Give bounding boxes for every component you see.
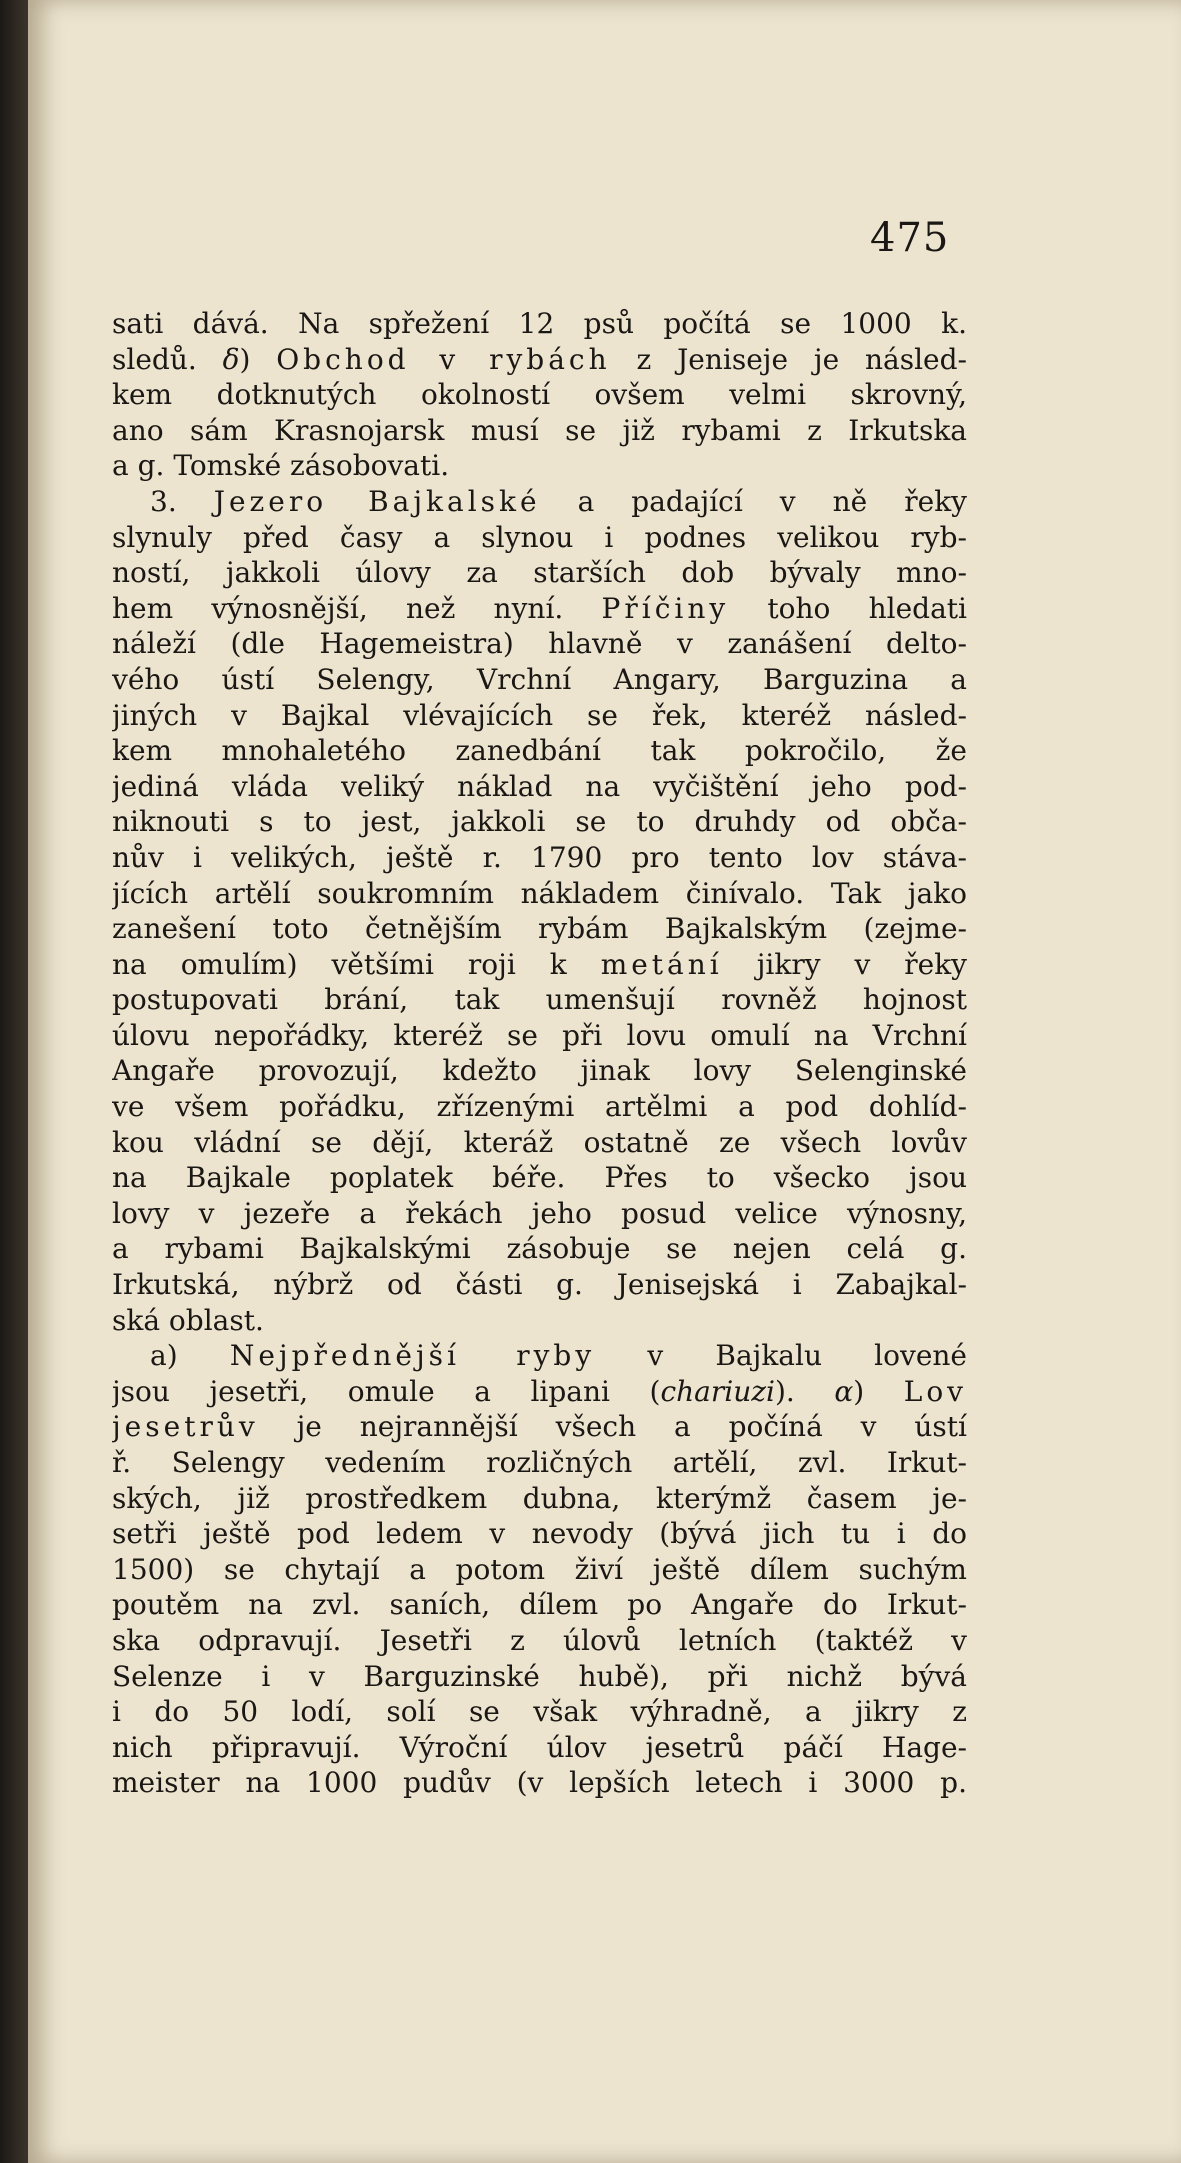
text-line [112, 1623, 967, 1659]
text-segment: meister na 1000 pudův (v lepších letech i 3000 p. [112, 1766, 967, 1800]
text-segment: ska odpravují. Jesetři z úlovů letních (taktéž v [112, 1623, 967, 1657]
text-segment: a rybami Bajkalskými zásobuje se nejen celá g. [112, 1232, 967, 1266]
text-segment: hem výnosnější, než nyní. [112, 591, 602, 625]
text-segment: lovy v jezeře a řekách jeho posud velice výnosny, [112, 1196, 967, 1230]
spaced-emphasis-text: jesetrův [112, 1410, 259, 1444]
text-segment: slynuly před časy a slynou i podnes velikou ryb- [112, 520, 967, 554]
text-segment: nich připravují. Výroční úlov jesetrů páčí Hage- [112, 1730, 967, 1764]
spaced-emphasis-text: Jezero Bajkalské [213, 484, 541, 518]
text-segment: postupovati brání, tak umenšují rovněž hojnost [112, 983, 967, 1017]
text-segment: toho hledati [729, 591, 967, 625]
text-line [112, 306, 967, 342]
text-segment: ano sám Krasnojarsk musí se již rybami z Irkutska [112, 413, 967, 447]
text-segment: ských, již prostředkem dubna, kterýmž časem je- [112, 1481, 967, 1515]
text-segment: náleží (dle Hagemeistra) hlavně v zanášení delto- [112, 627, 967, 661]
text-line [112, 626, 967, 662]
text-line [112, 840, 967, 876]
italic-text: δ [222, 342, 240, 376]
text-segment: jících artělí soukromním nákladem činívalo. Tak jako [112, 876, 967, 910]
text-segment: Selenze i v Barguzinské hubě), při nichž bývá [112, 1659, 967, 1693]
text-line [112, 733, 967, 769]
text-line [112, 1089, 967, 1125]
text-segment: na Bajkale poplatek béře. Přes to všecko jsou [112, 1161, 967, 1195]
text-line [112, 1303, 967, 1339]
text-line [112, 1587, 967, 1623]
text-segment: je nejrannější všech a počíná v ústí [258, 1410, 967, 1444]
page-number: 475 [870, 215, 950, 261]
text-segment: jikry v řeky [722, 947, 967, 981]
italic-text: α [834, 1374, 854, 1408]
text-line [112, 911, 967, 947]
spaced-emphasis-text: Příčiny [601, 591, 730, 625]
text-line [112, 342, 967, 378]
book-spine-shadow [0, 0, 28, 2163]
text-segment: ) [853, 1374, 904, 1408]
text-line [112, 484, 967, 520]
text-segment: a padající v ně řeky [540, 484, 967, 518]
text-line [112, 1765, 967, 1801]
text-line [112, 1374, 967, 1410]
text-line [112, 377, 967, 413]
text-line [112, 520, 967, 556]
text-segment: 1500) se chytají a potom živí ještě dílem suchým [112, 1552, 967, 1586]
spaced-emphasis-text: Lov [903, 1374, 967, 1408]
text-segment: úlovu nepořádky, kteréž se při lovu omulí na Vrchní [112, 1018, 967, 1052]
text-segment: jiných v Bajkal vlévajících se řek, kteréž násled- [112, 698, 967, 732]
text-segment: jediná vláda veliký náklad na vyčištění jeho pod- [112, 769, 967, 803]
text-segment: i do 50 lodí, solí se však výhradně, a jikry z [112, 1695, 967, 1729]
text-line [112, 1338, 967, 1374]
text-segment: sati dává. Na spřežení 12 psů počítá se 1000 k. [112, 307, 967, 340]
text-line [112, 1481, 967, 1517]
text-segment: ve všem pořádku, zřízenými artělmi a pod dohlíd- [112, 1090, 967, 1124]
text-line [112, 876, 967, 912]
text-line [112, 1160, 967, 1196]
text-segment: Irkutská, nýbrž od části g. Jenisejská i Zabajkal- [112, 1268, 967, 1302]
text-segment: Angaře provozují, kdežto jinak lovy Selenginské [112, 1054, 967, 1088]
spaced-emphasis-text: Nejpřednější ryby [229, 1339, 596, 1373]
text-segment: 3. [150, 484, 214, 518]
text-segment: kou vládní se dějí, kteráž ostatně ze všech lovův [112, 1125, 967, 1159]
italic-text: chariuzi [660, 1374, 775, 1408]
text-line [112, 555, 967, 591]
text-line [112, 448, 967, 484]
text-line [112, 1196, 967, 1232]
text-line [112, 591, 967, 627]
text-line [112, 1409, 967, 1445]
text-segment: kem dotknutých okolností ovšem velmi skrovný, [112, 378, 967, 412]
text-line [112, 804, 967, 840]
text-line [112, 947, 967, 983]
spaced-emphasis-text: Obchod v rybách [276, 342, 611, 376]
text-line [112, 1730, 967, 1766]
text-line [112, 698, 967, 734]
text-segment: na omulím) většími roji k [112, 947, 601, 981]
text-segment: niknouti s to jest, jakkoli se to druhdy od obča- [112, 805, 967, 839]
text-segment: v Bajkalu lovené [595, 1339, 967, 1373]
text-segment: ř. Selengy vedením rozličných artělí, zvl. Irkut- [112, 1446, 967, 1479]
text-segment: vého ústí Selengy, Vrchní Angary, Barguzina a [112, 662, 967, 696]
text-line [112, 982, 967, 1018]
text-segment: kem mnohaletého zanedbání tak pokročilo, že [112, 734, 967, 768]
text-segment: a g. Tomské zásobovati. [112, 449, 450, 483]
text-line [112, 413, 967, 449]
text-segment: zanešení toto četnějším rybám Bajkalským (zejme- [112, 912, 967, 946]
book-page [28, 0, 1181, 2163]
text-line [112, 1053, 967, 1089]
body-text [112, 306, 967, 1801]
text-line [112, 1659, 967, 1695]
text-line [112, 1516, 967, 1552]
text-segment: z Jeniseje je násled- [610, 342, 967, 376]
text-line [112, 1018, 967, 1054]
text-segment: a) [150, 1339, 230, 1373]
text-line [112, 1267, 967, 1303]
text-segment: sledů. [112, 342, 223, 376]
text-line [112, 662, 967, 698]
text-segment: ). [774, 1374, 835, 1408]
text-line [112, 1694, 967, 1730]
text-line [112, 1445, 967, 1481]
text-line [112, 1125, 967, 1161]
text-segment: ská oblast. [112, 1303, 264, 1337]
text-line [112, 1552, 967, 1588]
text-segment: ) [239, 342, 277, 376]
text-segment: setři ještě pod ledem v nevody (bývá jich tu i do [112, 1517, 967, 1551]
text-segment: jsou jesetři, omule a lipani ( [112, 1374, 661, 1408]
text-segment: nův i velikých, ještě r. 1790 pro tento lov stáva- [112, 840, 967, 874]
text-line [112, 769, 967, 805]
spaced-emphasis-text: metání [600, 947, 723, 981]
text-segment: poutěm na zvl. saních, dílem po Angaře do Irkut- [112, 1588, 967, 1622]
text-line [112, 1231, 967, 1267]
text-segment: ností, jakkoli úlovy za starších dob bývaly mno- [112, 556, 967, 590]
